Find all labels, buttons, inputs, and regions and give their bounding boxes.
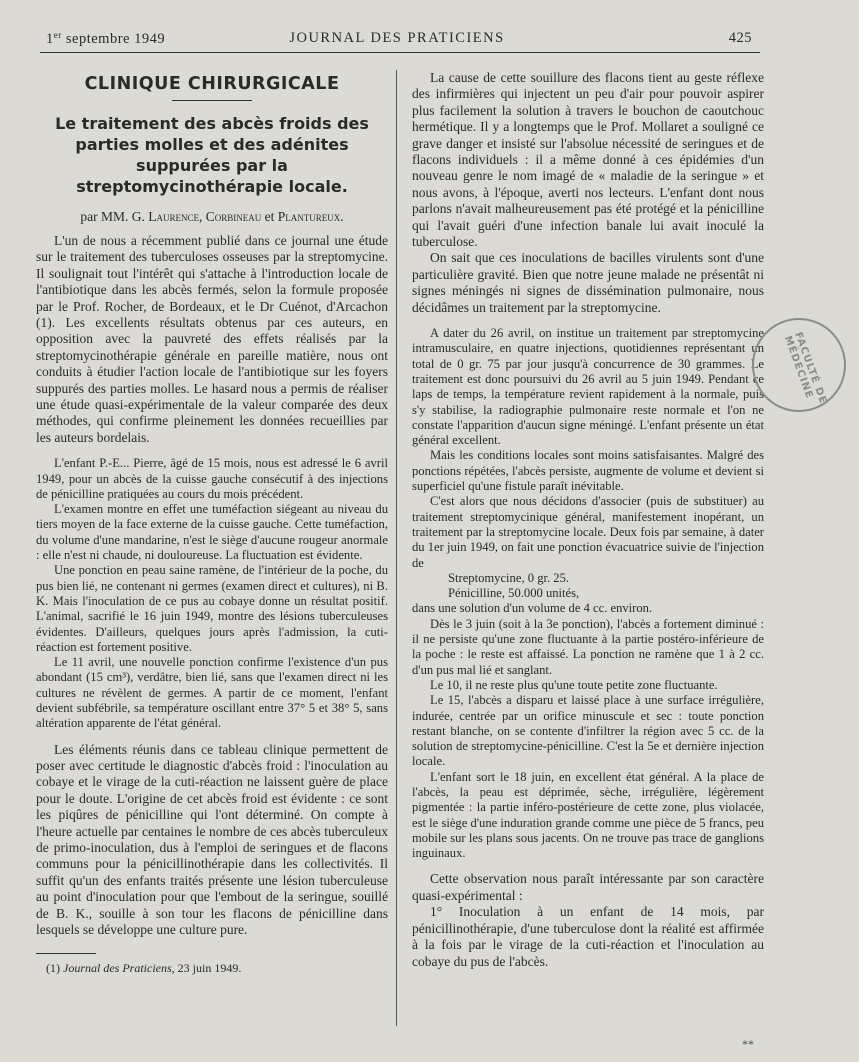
- paragraph: Le 11 avril, une nouvelle ponction confirme l'existence d'un pus abondant (15 cm³), verdâtre, bien lié, sans que l'examen direct ni les cultures ne révèlent de germes. A partir de ce moment, l'enfant devient subfébrile, sa température oscillant entre 37° 5 et 38° 5, sans altération apparente de l'état général.: [36, 655, 388, 731]
- footnote-number: (1): [46, 960, 63, 975]
- author-name: Laurence: [148, 209, 199, 224]
- paragraph: L'examen montre en effet une tuméfaction siégeant au niveau du tiers moyen de la face externe de la cuisse gauche. Cette tuméfaction, du volume d'une mandarine, n'est le siège d'aucune rougeur anormale : elle n'est ni chaude, ni douloureuse. La fluctuation est évidente.: [36, 502, 388, 563]
- footnote-text: , 23 juin 1949.: [171, 960, 242, 975]
- paragraph: L'enfant sort le 18 juin, en excellent état général. A la place de l'abcès, la peau est déprimée, sèche, irrégulière, légèrement pigmentée : la partie inféro-postérieure de cette zone, plus violacée, est le siège d'une induration grande comme une pièce de 5 francs, peu mobile sur les plans sous jacents. On ne trouve pas trace de ganglions inguinaux.: [412, 769, 764, 861]
- paragraph: La cause de cette souillure des flacons tient au geste réflexe des infirmières qui injectent un peu d'air pour pouvoir aspirer plus facilement la solution à travers le bouchon de caoutchouc hermétique. Il y a longtemps que le Prof. Mollaret a souligné ce grave danger et insisté sur l'absolue nécessité de seringues et de flacons individuels : il a même donné à ces épidémies d'un nouveau genre le nom imagé de « maladie de la seringue » et nous avons, à l'époque, averti nos lecteurs. L'enfant dont nous parlons n'avait malheureusement pas été protégé et la pénicilline qui l'avait guéri d'une infection banale lui avait inoculé la tuberculose.: [412, 70, 764, 250]
- paragraph: C'est alors que nous décidons d'associer (puis de substituer) au traitement streptomycinique général, manifestement inopérant, un traitement par la streptomycine locale. Deux fois par semaine, à dater du 1er juin 1949, on fait une ponction évacuatrice suivie de l'injection de: [412, 494, 764, 570]
- byline-separator: ,: [198, 209, 206, 224]
- footnote-rule: [36, 953, 96, 954]
- byline-prefix: par MM. G.: [80, 209, 149, 224]
- byline-separator: et: [261, 209, 278, 224]
- issue-date-rest: septembre 1949: [61, 31, 166, 47]
- footnote-journal: Journal des Praticiens: [63, 960, 172, 975]
- dosage-line: dans une solution d'un volume de 4 cc. environ.: [412, 601, 653, 616]
- paragraph: 1° Inoculation à un enfant de 14 mois, par pénicillinothérapie, d'une tuberculose dont la réalité est affirmée à la fois par le virage de la cuti-réaction et l'inoculation au cobaye du pus de l'abcès.: [412, 904, 764, 969]
- column-divider: [396, 70, 397, 1026]
- dosage-line: Pénicilline, 50.000 unités,: [448, 586, 580, 601]
- paragraph: Mais les conditions locales sont moins satisfaisantes. Malgré des ponctions répétées, l'abcès persiste, augmente de volume et devient si superficiel qu'une fistule paraît inévitable.: [412, 448, 764, 494]
- running-head: [42, 28, 752, 50]
- journal-name: JOURNAL DES PRATICIENS: [289, 30, 505, 46]
- paragraph: Le 10, il ne reste plus qu'une toute petite zone fluctuante.: [430, 677, 718, 692]
- page-number: 425: [728, 30, 752, 46]
- paragraph: L'un de nous a récemment publié dans ce journal une étude sur le traitement des tuberculoses osseuses par la streptomycine. Il soulignait tout l'intérêt qui s'attache à l'introduction locale de l'antibiotique dans les abcès fermés, selon la formule proposée par le Prof. Rocher, de Bordeaux, et le Dr Cuénot, d'Arcachon (1). Les excellents résultats obtenus par ces auteurs, en opposition avec la pauvreté des effets réalisés par la streptomycinothérapie générale en pareille matière, nous ont conduits à étudier l'action locale de l'antibiotique sur les foyers suppurés des parties molles. Le hasard nous a permis de réaliser une étude quasi-expérimentale de la valeur comparée des deux méthodes, qui confirme pleinement les données recueillies par les auteurs bordelais.: [36, 233, 388, 445]
- paragraph: Cette observation nous paraît intéressante par son caractère quasi-expérimental :: [412, 871, 764, 903]
- article-title: Le traitement des abcès froids des parties molles et des adénites suppurées par la streptomycinothérapie locale.: [55, 114, 369, 196]
- right-column: [412, 70, 764, 970]
- issue-date-day: 1: [46, 31, 54, 47]
- paragraph: Une ponction en peau saine ramène, de l'intérieur de la poche, du pus bien lié, ne contenant ni germes (examen direct et cultures), ni B. K. Mais l'inoculation de ce pus au cobaye donne un résultat positif. L'animal, sacrifié le 16 juin 1949, montre des lésions tuberculeuses évidentes. D'ailleurs, quelques jours après l'admission, la cuti-réaction est fortement positive.: [36, 563, 388, 654]
- left-column: [36, 70, 388, 976]
- paragraph: Les éléments réunis dans ce tableau clinique permettent de poser avec certitude le diagnostic d'abcès froid : l'inoculation au cobaye et le virage de la cuti-réaction ne laissent guère de place pour le doute. L'origine de cet abcès froid est évidente : ce sont les piqûres de pénicilline qui l'ont déterminé. On compte à l'heure actuelle par centaines le nombre de ces abcès tuberculeux de primo-inoculation, dus à l'emploi de seringues et de flacons communs pour la pénicillinothérapie dans les collectivités. Il suffit qu'un des enfants traités présente une lésion tuberculeuse au point d'inoculation pour que l'embout de la seringue, souillé de B. K., souille à son tour les flacons de pénicilline dans lesquels se développe une culture pure.: [36, 741, 388, 938]
- byline: [36, 209, 388, 225]
- header-rule: [40, 52, 760, 53]
- paragraph: A dater du 26 avril, on institue un traitement par streptomycine intramusculaire, en quatre injections, quotidiennes représentant un total de 0 gr. 75 par jour jusqu'à concurrence de 30 grammes. Le traitement est donc poursuivi du 26 avril au 5 juin 1949. Pendant ce laps de temps, la température revient rapidement à la normale, puis s'y stabilise, la radiographie pulmonaire reste normale et l'on ne constate l'apparition d'aucun signe méningé. L'enfant présente un état général excellent.: [412, 326, 764, 448]
- section-title: CLINIQUE CHIRURGICALE: [84, 74, 340, 94]
- paragraph: Dès le 3 juin (soit à la 3e ponction), l'abcès a fortement diminué : il ne persiste qu'une zone fluctuante à la partie postéro-inférieure de la poche : le reste est affaissé. La ponction ne ramène que 1 à 2 cc. d'un pus mal lié et sanglant.: [412, 616, 764, 677]
- stamp-text: FACULTÉ DE MÉDECINE: [781, 330, 829, 406]
- corner-mark: **: [742, 1037, 754, 1051]
- dosage-line: Streptomycine, 0 gr. 25.: [448, 570, 570, 585]
- footnote: [36, 960, 388, 976]
- paragraph: L'enfant P.-E... Pierre, âgé de 15 mois, nous est adressé le 6 avril 1949, pour un abcès de la cuisse gauche consécutif à des injections de pénicilline pratiquées au cours du mois précédent.: [36, 456, 388, 501]
- byline-suffix: .: [340, 209, 344, 224]
- paragraph: On sait que ces inoculations de bacilles virulents sont d'une particulière gravité. Bien que notre jeune malade ne présentât ni signes méningés ni signes de dissémination pulmonaire, nous décidâmes un traitement par la streptomycine.: [412, 250, 764, 315]
- paragraph: Le 15, l'abcès a disparu et laissé place à une surface irrégulière, indurée, centrée par un orifice minuscule et sec : toute ponction restant blanche, on se contente d'infiltrer la région avec 5 cc. de la solution de streptomycine-pénicilline. C'est la 5e et dernière injection locale.: [412, 693, 764, 769]
- issue-date-sup: er: [53, 30, 62, 40]
- author-name: Corbineau: [205, 209, 262, 224]
- author-name: Plantureux: [277, 209, 341, 224]
- section-title-rule: [172, 100, 252, 101]
